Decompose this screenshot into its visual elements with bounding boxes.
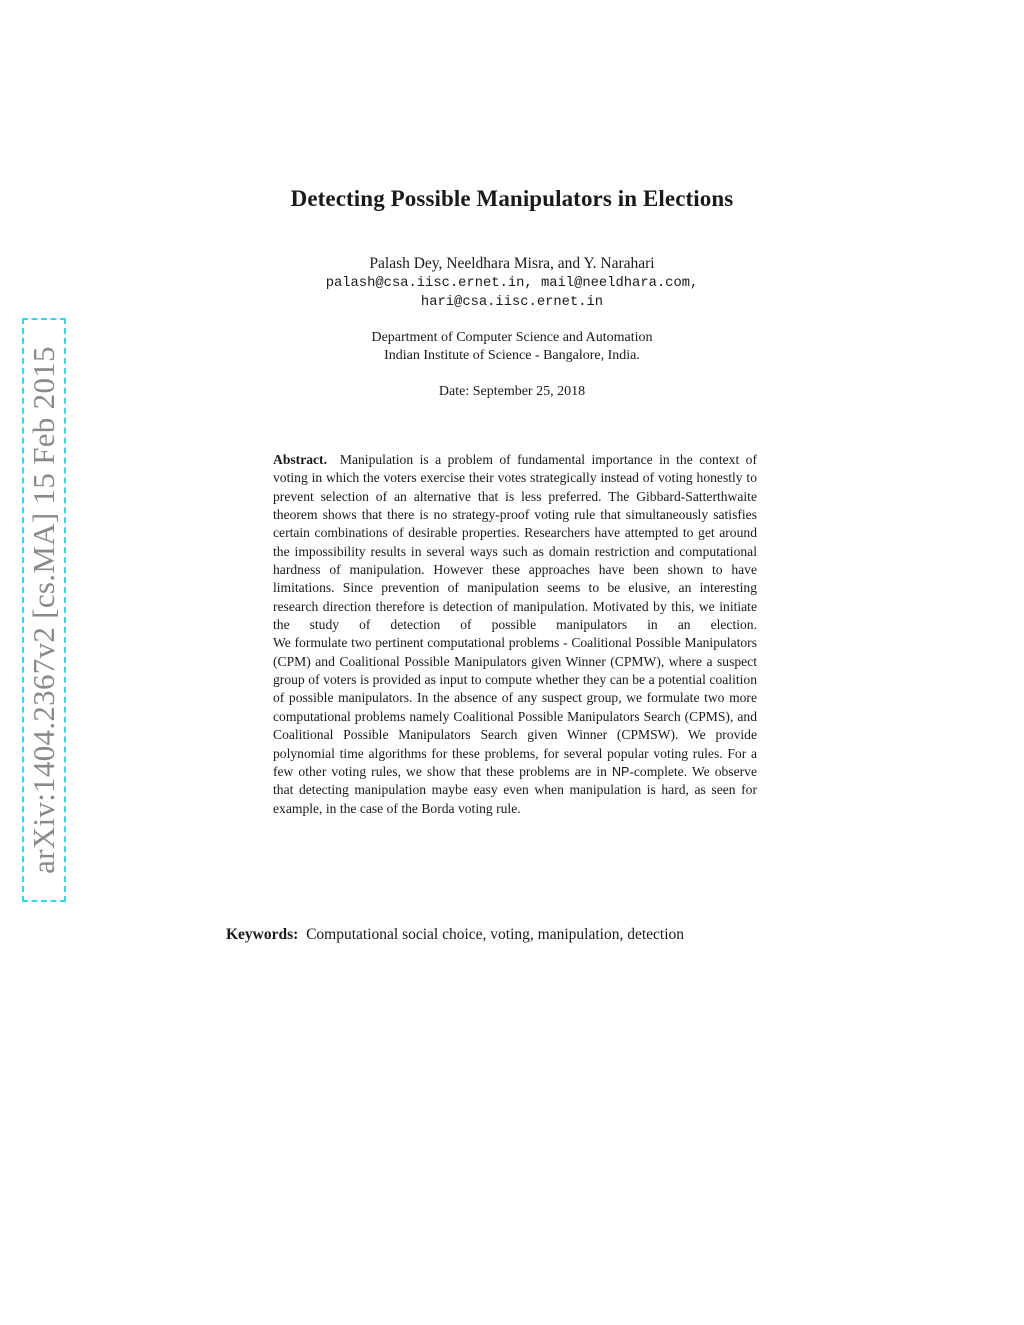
affiliation-department: Department of Computer Science and Automation [371, 330, 653, 345]
keywords-label: Keywords: [226, 926, 299, 943]
abstract-label: Abstract. [273, 452, 327, 467]
paper-title: Detecting Possible Manipulators in Elections [290, 186, 734, 211]
keywords-text: Computational social choice, voting, manipulation, detection [306, 926, 685, 943]
abstract-text-2b: -complete. We observe that detecting manipulation maybe easy even when manipulation is hard, as seen for example, in the case of the Borda voting rule. [273, 763, 757, 816]
abstract-block [273, 451, 757, 818]
np-class-label: NP [611, 764, 630, 779]
keywords-line [226, 926, 786, 944]
author-emails-line2[interactable]: hari@csa.iisc.ernet.in [420, 295, 604, 310]
author-list: Palash Dey, Neeldhara Misra, and Y. Narahari [369, 255, 655, 272]
abstract-text-1: Manipulation is a problem of fundamental importance in the context of voting in which the voters exercise their votes strategically instead of voting honestly to prevent selection of an alternative that is less preferred. The Gibbard-Satterthwaite theorem shows that there is no strategy-proof voting rule that simultaneously satisfies certain combinations of desirable properties. Researchers have attempted to get around the impossibility results in several ways such as domain restriction and computational hardness of manipulation. However these approaches have been shown to have limitations. Since prevention of manipulation seems to be elusive, an interesting research direction therefore is detection of manipulation. Motivated by this, we initiate the study of detection of possible manipulators in an election. [273, 452, 757, 633]
affiliation-institute: Indian Institute of Science - Bangalore, India. [384, 348, 640, 363]
paper-date: Date: September 25, 2018 [438, 384, 586, 399]
arxiv-identifier[interactable]: arXiv:1404.2367v2 [cs.MA] 15 Feb 2015 [26, 346, 61, 874]
author-emails-line1[interactable]: palash@csa.iisc.ernet.in, mail@neeldhara.com, [325, 276, 699, 291]
abstract-paragraph-2 [273, 634, 757, 817]
abstract-paragraph-1 [273, 451, 757, 634]
abstract-text-2a: We formulate two pertinent computational problems - Coalitional Possible Manipulators (CPM) and Coalitional Possible Manipulators given Winner (CPMW), where a suspect group of voters is provided as input to compute whether they can be a potential coalition of possible manipulators. In the absence of any suspect group, we formulate two more computational problems namely Coalitional Possible Manipulators Search (CPMS), and Coalitional Possible Manipulators Search given Winner (CPMSW). We provide polynomial time algorithms for these problems, for several popular voting rules. For a few other voting rules, we show that these problems are in [273, 635, 757, 779]
